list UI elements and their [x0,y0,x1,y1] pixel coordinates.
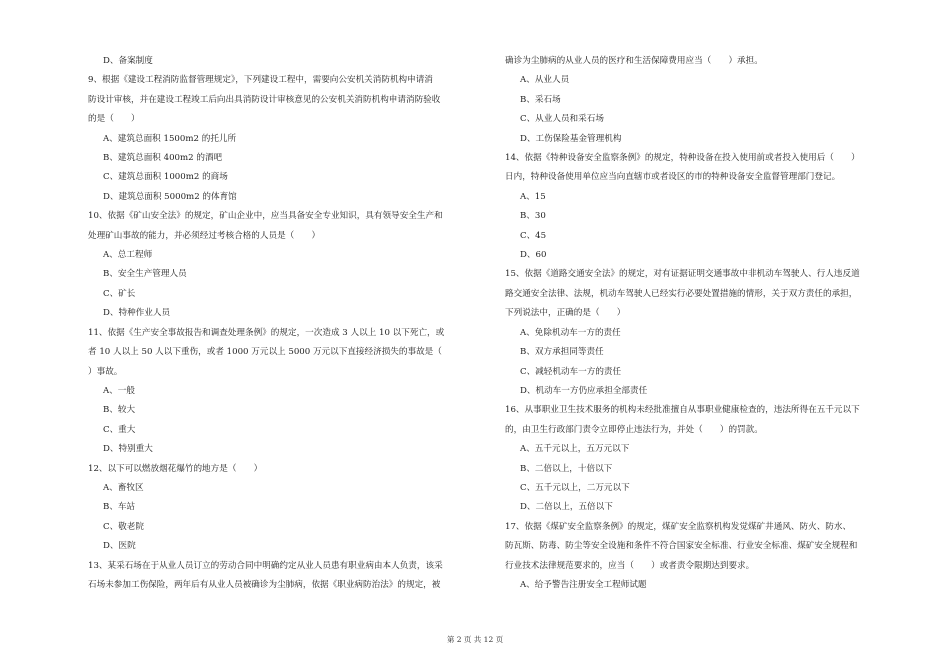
answer-option: B、安全生产管理人员 [103,269,187,280]
answer-option: B、建筑总面积 400m2 的酒吧 [103,153,223,164]
answer-option: C、建筑总面积 1000m2 的商场 [103,172,228,183]
question-text: 16、从事职业卫生技术服务的机构未经批准擅自从事职业健康检查的，违法所得在五千元以下 [505,405,860,416]
question-text: 9、根据《建设工程消防监督管理规定》，下列建设工程中，需要向公安机关消防机构申请消 [88,75,433,86]
question-text: 下列说法中，正确的是（ ） [505,308,626,319]
answer-option: C、减轻机动车一方的责任 [520,366,622,377]
answer-option: A、15 [520,191,546,202]
question-text: 12、以下可以燃放烟花爆竹的地方是（ ） [88,463,263,474]
answer-option: C、五千元以上，二万元以下 [520,482,630,493]
answer-option: D、机动车一方仍应承担全部责任 [520,385,648,396]
question-text: 行业技术法律规范要求的，应当（ ）或者责令限期达到要求。 [505,560,755,571]
question-text: 防瓦斯、防毒、防尘等安全设施和条件不符合国家安全标准、行业安全标准、煤矿安全规程和 [505,541,858,552]
answer-option: A、一般 [103,385,135,396]
answer-option: C、重大 [103,424,136,435]
question-text: 14、依据《特种设备安全监察条例》的规定，特种设备在投入使用前或者投入使用后（ ） [505,153,860,164]
answer-option: A、总工程师 [103,250,153,261]
answer-option: A、给予警告注册安全工程师试题 [520,579,647,590]
question-text: 处理矿山事故的能力，并必须经过考核合格的人员是（ ） [88,230,321,241]
question-text: ）事故。 [88,366,123,377]
answer-option: B、双方承担同等责任 [520,347,604,358]
answer-option: C、矿长 [103,288,136,299]
answer-option: D、二倍以上，五倍以下 [520,502,613,513]
answer-option: A、建筑总面积 1500m2 的托儿所 [103,133,237,144]
question-text: 15、依据《道路交通安全法》的规定，对有证据证明交通事故中非机动车驾驶人、行人违反道 [505,269,860,280]
left-column [88,52,480,595]
answer-option: D、特别重大 [103,444,153,455]
question-text: 10、依据《矿山安全法》的规定，矿山企业中，应当具备安全专业知识，具有领导安全生产和 [88,211,443,222]
answer-option: D、特种作业人员 [103,308,171,319]
answer-option: C、敬老院 [103,521,144,532]
question-text: 防设计审核，并在建设工程竣工后向出具消防设计审核意见的公安机关消防机构申请消防验收 [88,94,441,105]
answer-option: A、免除机动车一方的责任 [520,327,621,338]
answer-option: B、30 [520,211,546,222]
question-text: 的，由卫生行政部门责令立即停止违法行为，并处（ ）的罚款。 [505,424,763,435]
answer-option: B、较大 [103,405,136,416]
answer-option: D、建筑总面积 5000m2 的体育馆 [103,191,237,202]
answer-option: B、采石场 [520,94,561,105]
answer-option: C、45 [520,230,547,241]
question-text: 石场未参加工伤保险，两年后有从业人员被确诊为尘肺病，依据《职业病防治法》的规定，被 [88,579,441,590]
answer-option: C、从业人员和采石场 [520,114,604,125]
question-text: 日内，特种设备使用单位应当向直辖市或者设区的市的特种设备安全监督管理部门登记。 [505,172,841,183]
question-text: 确诊为尘肺病的从业人员的医疗和生活保障费用应当（ ）承担。 [505,56,763,66]
answer-option: D、工伤保险基金管理机构 [520,133,622,144]
question-text: 的是（ ） [88,114,140,125]
answer-option: B、车站 [103,502,136,513]
question-text: 17、依据《煤矿安全监察条例》的规定，煤矿安全监察机构发觉煤矿井通风、防火、防水、 [505,521,852,532]
question-text: 者 10 人以上 50 人以下重伤，或者 1000 万元以上 5000 万元以下直接经济损失的事故是（ [88,347,442,358]
answer-option: D、医院 [103,541,136,552]
answer-option: B、二倍以上，十倍以下 [520,463,613,474]
answer-option: A、从业人员 [520,75,570,86]
right-column [505,52,905,595]
answer-option: A、五千元以上，五万元以下 [520,444,630,455]
answer-option: A、畜牧区 [103,482,144,493]
question-text: 路交通安全法律、法规，机动车驾驶人已经实行必要处置措施的情形，关于双方责任的承担， [505,288,858,299]
question-text: 13、某采石场在于从业人员订立的劳动合同中明确约定从业人员患有职业病由本人负责，该采 [88,560,443,571]
question-text: 11、依据《生产安全事故报告和调查处理条例》的规定，一次造成 3 人以上 10 以下死亡，或 [88,327,445,338]
page-footer: 第 2 页 共 12 页 [446,635,504,644]
answer-option: D、60 [520,250,547,261]
answer-option: D、备案制度 [103,56,153,66]
